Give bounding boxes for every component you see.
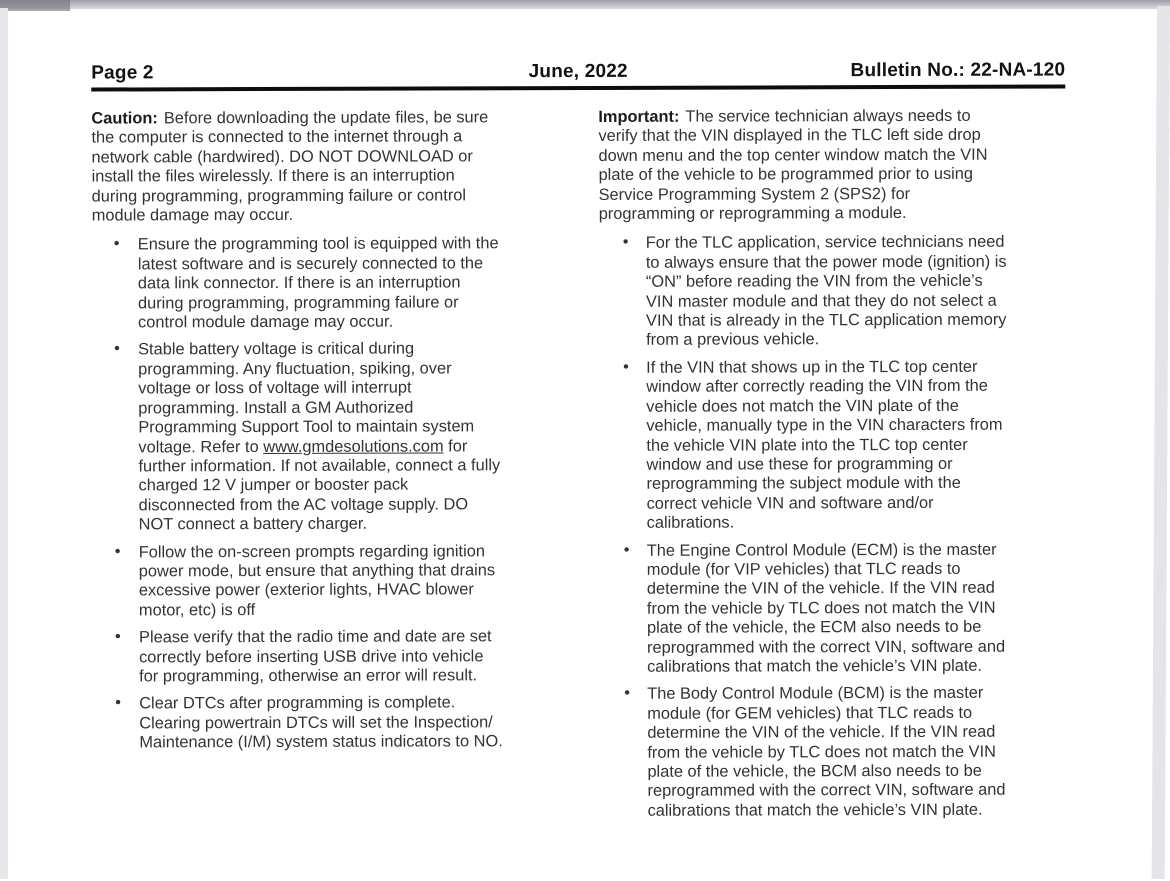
list-item-text: If the VIN that shows up in the TLC top center window after correctly reading the VIN from the vehicle does not match the VIN plate of the vehicle, manually type in the VIN characters from the vehicle VIN plate into the TLC top center window and use these for programming or reprogramming the subject module with the correct vehicle VIN and software and/or calibrations. — [646, 357, 1003, 532]
right-column — [598, 106, 1068, 829]
list-item — [93, 627, 557, 687]
right-bullet-list — [599, 233, 1069, 821]
important-paragraph — [598, 106, 1066, 224]
list-item — [599, 357, 1068, 533]
bullet-icon: • — [113, 234, 120, 253]
bullet-icon: • — [114, 339, 120, 358]
list-item-text: The Body Control Module (BCM) is the master module (for GEM vehicles) that TLC reads to determine the VIN of the vehicle. If the VIN read from the vehicle by TLC does not match the VIN plate of the vehicle, the BCM also needs to be reprogrammed with the correct VIN, software and calibrations that match the vehicle’s VIN plate. — [647, 684, 1006, 820]
list-item — [93, 693, 557, 753]
page-number: Page 2 — [91, 62, 154, 84]
list-item-text: Ensure the programming tool is equipped with the latest software and is securely connected to the data link connector. If there is an interruption during programming, programming failure or control module damage may occur. — [137, 234, 499, 332]
list-item — [600, 684, 1068, 821]
list-item-text: Follow the on-screen prompts regarding ignition power mode, but ensure that anything that drains excessive power (exterior lights, HVAC blower motor, etc) is off — [138, 541, 496, 620]
list-item-text: The Engine Control Module (ECM) is the master module (for VIP vehicles) that TLC reads to determine the VIN of the vehicle. If the VIN read from the vehicle by TLC does not match the VIN plate of the vehicle, the ECM also needs to be reprogrammed with the correct VIN, software and calibrations that match the vehicle’s VIN plate. — [646, 540, 1006, 676]
bullet-icon: • — [622, 233, 629, 252]
bulletin-number: Bulletin No.: 22-NA-120 — [850, 59, 1066, 82]
bullet-icon: • — [114, 627, 121, 646]
bullet-icon: • — [623, 357, 629, 376]
important-label: Important: — [598, 107, 680, 126]
header-rule — [91, 84, 1065, 91]
list-item-text: For the TLC application, service technicians need to always ensure that the power mode (ignition) is “ON” before reading the VIN from the vehicle’s VIN master module and that they do not select a VIN that is already in the TLC application memory from a previous vehicle. — [645, 233, 1007, 350]
list-item — [599, 233, 1067, 351]
caution-text: Before downloading the update files, be sure the computer is connected to the internet through a network cable (hardwired). DO NOT DOWNLOAD or install the files wirelessly. If there is an interruption during programming, programming failure or control module damage may occur. — [91, 108, 489, 225]
caution-paragraph — [91, 108, 555, 226]
page-header — [91, 59, 1065, 84]
issue-date: June, 2022 — [528, 60, 628, 83]
list-item-text: for further information. If not available, connect a fully charged 12 V jumper or booster pack disconnected from the AC voltage supply. DO NOT connect a battery charger. — [138, 436, 501, 534]
list-item — [93, 542, 557, 621]
bullet-icon: • — [624, 684, 630, 703]
list-item-text: Stable battery voltage is critical during programming. Any fluctuation, spiking, over voltage or loss of voltage will interrupt programming. Install a GM Authorized Programming Support Tool to maintain system voltage. Refer to — [138, 340, 475, 456]
list-item-text: Clear DTCs after programming is complete. Clearing powertrain DTCs will set the Inspection/ Maintenance (I/M) system status indicators to NO. — [139, 693, 503, 752]
gmdesolutions-link[interactable]: www.gmdesolutions.com — [263, 436, 444, 456]
list-item-text: Please verify that the radio time and date are set correctly before inserting USB drive into vehicle for programming, otherwise an error will result. — [138, 627, 492, 686]
list-item — [600, 540, 1068, 677]
bullet-icon: • — [114, 541, 121, 561]
bullet-icon: • — [115, 693, 121, 712]
left-bullet-list — [92, 235, 558, 754]
list-item — [92, 235, 556, 333]
left-column — [91, 108, 557, 761]
important-text: The service technician always needs to verify that the VIN displayed in the TLC left side drop down menu and the top center window match the VIN plate of the vehicle to be programmed prior to using Service Programming System 2 (SPS2) for programming or reprogramming a module. — [598, 106, 988, 223]
list-item — [92, 340, 557, 536]
bullet-icon: • — [623, 540, 630, 559]
caution-label: Caution: — [91, 109, 158, 128]
